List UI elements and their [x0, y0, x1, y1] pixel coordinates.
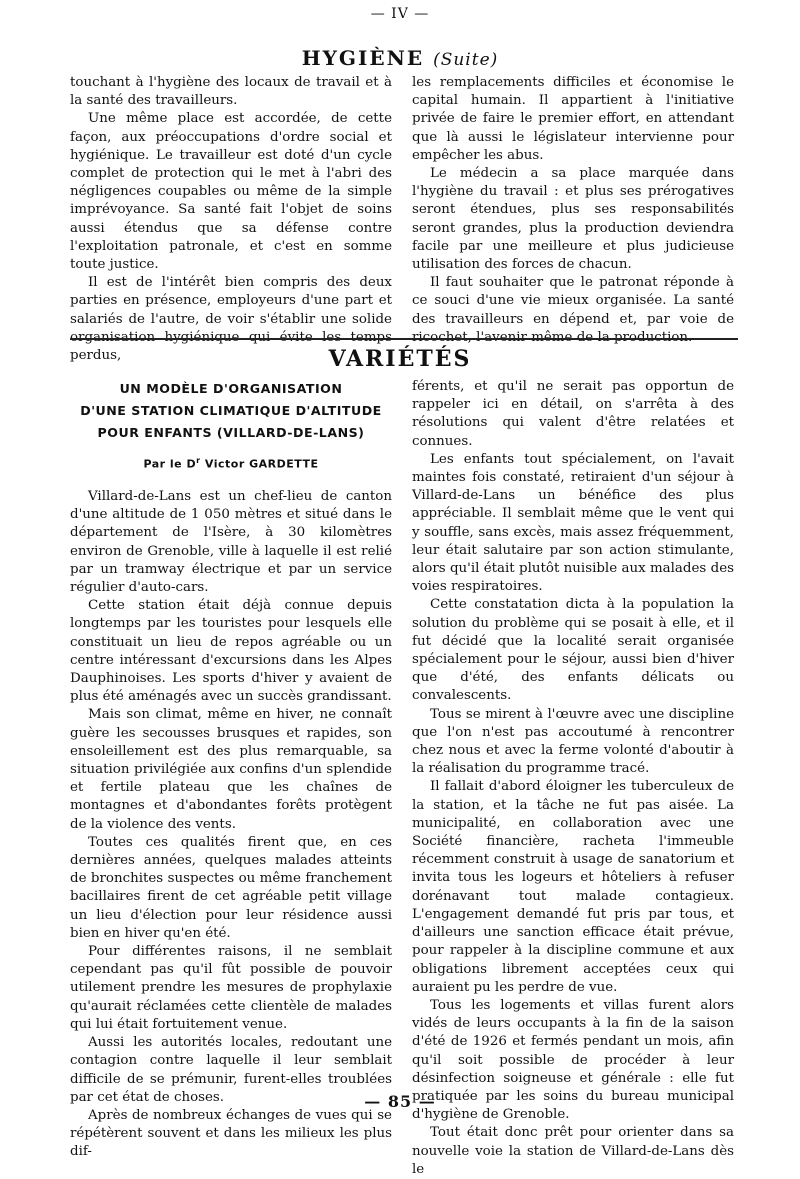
paragraph: touchant à l'hygiène des locaux de travail et à la santé des travailleurs.: [70, 75, 392, 109]
article-byline: [70, 456, 392, 471]
paragraph: Aussi les autorités locales, redoutant une contagion contre laquelle il leur semblait difficile de se prémunir, furent-elles troublées par cet état de choses.: [70, 1035, 392, 1105]
section-title-text: HYGIÈNE: [301, 46, 425, 70]
article-title-line: D'UNE STATION CLIMATIQUE D'ALTITUDE: [80, 403, 382, 418]
paragraph: Le médecin a sa place marquée dans l'hygiène du travail : et plus ses prérogatives seront étendues, plus ses responsabilités seront grandes, plus la production deviendra facile par une meilleure et plus judicieuse utilisation des forces de chacun.: [412, 166, 734, 273]
paragraph: Cette constatation dicta à la population la solution du problème qui se posait à elle, et il fut décidé que la localité serait organisée spécialement pour le séjour, aussi bien d'hiver que d'été, des enfants délicats ou convalescents.: [412, 597, 734, 704]
hygiene-right-column: [412, 74, 734, 347]
paragraph: Villard-de-Lans est un chef-lieu de canton d'une altitude de 1 050 mètres et situé dans le département de l'Isère, à 30 kilomètres environ de Grenoble, ville à laquelle il est relié par un tramway électrique et par un service régulier d'auto-cars.: [70, 489, 392, 596]
paragraph: Une même place est accordée, de cette façon, aux préoccupations d'ordre social et hygiénique. Le travailleur est doté d'un cycle complet de protection qui le met à l'abri des négligences coupables ou même de la simple imprévoyance. Sa santé fait l'objet de soins aussi étendus que sa défense contre l'exploitation patronale, et c'est en somme toute justice.: [70, 111, 392, 273]
page-number: — 85 —: [364, 1092, 436, 1111]
paragraph: Tous les logements et villas furent alors vidés de leurs occupants à la fin de la saison d'été de 1926 et fermés pendant un mois, afin qu'il soit possible de procéder à leur désinfection soigneuse et générale : elle fut pratiquée par les soins du bureau municipal d'hygiène de Grenoble.: [412, 997, 734, 1123]
byline-author: Victor GARDETTE: [204, 457, 319, 471]
varietes-left-column: [70, 488, 392, 1162]
paragraph: Tous se mirent à l'œuvre avec une discipline que l'on n'est pas accoutumé à rencontrer chez nous et avec la ferme volonté d'aboutir à la réalisation du programme tracé.: [412, 706, 734, 777]
paragraph: Il est de l'intérêt bien compris des deux parties en présence, employeurs d'une part et salariés de l'autre, de voir s'établir une solide organisation hygiénique qui évite les temps perdus,: [70, 275, 392, 364]
paragraph: Il fallait d'abord éloigner les tuberculeux de la station, et la tâche ne fut pas aisée. La municipalité, en collaboration avec une Société financière, racheta l'immeuble récemment construit à usage de sanatorium et invita tous les logeurs et hôteliers à refuser dorénavant tout malade contagieux. L'engagement demandé fut pris par tous, et d'ailleurs une sanction efficace était prévue, pour rappeler à la discipline commune et aux obligations librement acceptées ceux qui auraient pu les perdre de vue.: [412, 779, 734, 995]
paragraph: les remplacements difficiles et économise le capital humain. Il appartient à l'initiative privée de faire le premier effort, en attendant que là aussi le législateur intervienne pour empêcher les abus.: [412, 75, 734, 163]
paragraph: Pour différentes raisons, il ne semblait cependant pas qu'il fût possible de pouvoir utilement prendre les mesures de prophylaxie qu'aurait réclamées cette clientèle de malades qui lui était fortuitement venue.: [70, 944, 392, 1032]
paragraph: Il faut souhaiter que le patronat réponde à ce souci d'une vie mieux organisée. La santé des travailleurs en dépend et, par voie de ricochet, l'avenir même de la production.: [412, 275, 734, 345]
paragraph: Les enfants tout spécialement, on l'avait maintes fois constaté, retiraient d'un séjour à Villard-de-Lans un bénéfice des plus appréciable. Il semblait même que le vent qui y souffle, sans excès, mais assez fréquemment, leur était salutaire par son action stimulante, alors qu'il était plutôt nuisible aux malades des voies respiratoires.: [412, 451, 734, 595]
section-title-varietes: VARIÉTÉS: [328, 346, 472, 372]
section-title-suite: (Suite): [433, 50, 499, 70]
article-title-line: POUR ENFANTS (VILLARD-DE-LANS): [97, 425, 365, 440]
section-title-hygiene: [0, 46, 800, 70]
paragraph: férents, et qu'il ne serait pas opportun de rappeler ici en détail, on s'arrêta à des résolutions qui valent d'être relatées et connues.: [412, 379, 734, 449]
paragraph: Après de nombreux échanges de vues qui se répétèrent souvent et dans les milieux les plus dif-: [70, 1107, 392, 1160]
byline-sup: r: [196, 456, 201, 465]
byline-prefix: Par le D: [143, 457, 197, 471]
article-title-line: UN MODÈLE D'ORGANISATION: [119, 381, 343, 396]
paragraph: Tout était donc prêt pour orienter dans sa nouvelle voie la station de Villard-de-Lans dès le: [412, 1125, 734, 1177]
paragraph: Mais son climat, même en hiver, ne connaît guère les secousses brusques et rapides, son ensoleillement est des plus remarquable, sa situation privilégiée aux confins d'un splendide et fertile plateau que les chaînes de montagnes et d'abondantes forêts protègent de la violence des vents.: [70, 707, 392, 832]
page-header: — IV —: [370, 6, 430, 22]
article-title: [70, 378, 392, 444]
hygiene-left-column: [70, 74, 392, 365]
section-divider: [70, 338, 738, 340]
paragraph: Cette station était déjà connue depuis longtemps par les touristes pour lesquels elle constituait un lieu de repos agréable ou un centre intéressant d'excursions dans les Alpes Dauphinoises. Les sports d'hiver y avaient de plus été aménagés avec un succès grandissant.: [70, 598, 392, 705]
varietes-right-column: [412, 378, 734, 1179]
paragraph: Toutes ces qualités firent que, en ces dernières années, quelques malades atteints de bronchites suspectes ou même franchement bacillaires firent de cet agréable petit village un lieu d'élection pour leur résidence aussi bien en hiver qu'en été.: [70, 834, 392, 941]
